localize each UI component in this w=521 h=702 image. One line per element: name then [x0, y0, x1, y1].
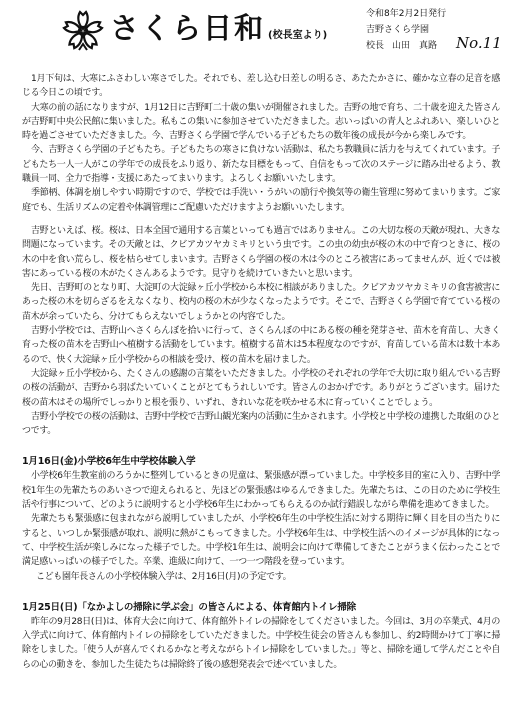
sakura-paragraph: 先日、吉野町のとなり町、大淀町の大淀緑ヶ丘小学校から本校に相談がありました。クビアカツヤカミキリの食害被害にあった桜の木を切らざるをえなくなり、校内の桜の木が少なくなったようです。そこで、吉野さくら学園で育てている桜の苗木が余っていたら、分けてもらえないでしょうかとの内容でした。	[22, 283, 500, 322]
issue-date: 令和8年2月2日発行	[366, 9, 447, 19]
newsletter-subtitle: (校長室より)	[268, 30, 328, 41]
sakura-paragraph: 吉野といえば、桜。桜は、日本全国で通用する言葉といっても過言ではありません。この大切な桜の天敵が現れ、大きな問題になっています。その天敵とは、クビアカツヤカミキリという虫です。この虫の幼虫が桜の木の中で育つときに、桜の木の中を食い荒らし、桜を枯らせてしまいます。吉野さくら学園の桜の木は今のところ被害にあってませんが、近くでは被害にあっている桜の木がたくさんあるようです。見守りを続けていきたいと思います。	[22, 225, 500, 279]
newsletter-title: さくら日和	[110, 11, 266, 45]
spacer	[22, 215, 500, 224]
intro-paragraph: 季節柄、体調を崩しやすい時期ですので、学校では手洗い・うがいの励行や換気等の衛生管理に努めてまいります。ご家庭でも、生活リズムの定着や体調管理にご配慮いただけますようお願いいたします。	[22, 188, 500, 213]
intro-paragraph: 1月下旬は、大寒にふさわしい寒さでした。それでも、差し込む日差しの明るさ、あたたかさに、確かな立春の足音を感じる今日この頃です。	[22, 74, 500, 99]
sakura-crest-icon	[60, 8, 106, 54]
school-name: 吉野さくら学園	[366, 25, 430, 35]
trial-entry-paragraph: こども園年長さんの小学校体験入学は、2月16日(月)の予定です。	[36, 571, 292, 582]
spacer	[22, 584, 500, 601]
section-heading-toilet-cleaning: 1月25日(日)「なかよしの掃除に学ぶ会」の皆さんによる、体育館内トイレ掃除	[22, 601, 356, 613]
spacer	[22, 438, 500, 455]
issue-number: No.11	[456, 34, 502, 52]
sakura-paragraph: 大淀緑ヶ丘小学校から、たくさんの感謝の言葉をいただきました。小学校のそれぞれの学年で大切に取り組んでいる吉野の桜の活動が、吉野から羽ばたいていくことがとてもうれしいです。皆さんのおかげです。ありがとうございます。届けた桜の苗木はその場所でしっかりと根を張り、いずれ、きれいな花を咲かせる木に育っていくことでしょう。	[22, 368, 500, 408]
principal-name: 山田 真路	[392, 41, 438, 51]
intro-paragraph: 今、吉野さくら学園の子どもたち。子どもたちの寒さに負けない活動は、私たち教職員に活力を与えてくれています。子どもたち一人一人がこの学年での成長をふり返り、新たな目標をもって、自信をもって次のステージに踏み出せるよう、教職員一同、全力で指導・支援にあたってまいります。よろしくお願いいたします。	[22, 145, 500, 185]
principal-line	[366, 38, 446, 54]
section-heading-trial-entry: 1月16日(金)小学校6年生中学校体験入学	[22, 456, 196, 468]
newsletter-body	[22, 72, 500, 672]
intro-paragraph: 大寒の前の話になりますが、1月12日に吉野町二十歳の集いが開催されました。吉野の地で育ち、二十歳を迎えた皆さんが吉野町中央公民館に集いました。私もこの集いに参加させていただきました。志いっぱいの青人とふれあい、楽しいひと時を過ごさせていただきました。今、吉野さくら学園で学んでいる子どもたちの数年後の成長が今から楽しみです。	[22, 102, 500, 142]
sakura-paragraph: 吉野小学校での桜の活動は、吉野中学校で吉野山観光案内の活動に生かされます。小学校と中学校の連携した取組のひとつです。	[22, 411, 500, 437]
trial-entry-paragraph: 先輩たちも緊張感に包まれながら説明していましたが、小学校6年生の中学校生活に対する期待に輝く目を目の当たりにすると、いつしか緊張感が取れ、説明に熱がこもってきました。小学校6年生は、中学校生活へのイメージが具体的になって、中学校生活が楽しみになった様子でした。中学校1年生は、説明会に向けて準備してきたことがうまく伝わったことで満足感いっぱいの様子でした。卒業、進級に向けて、一つ一つ階段を登っています。	[22, 514, 500, 568]
newsletter-header	[0, 0, 521, 70]
toilet-cleaning-paragraph: 昨年の9月28日(日)は、体育大会に向けて、体育館外トイレの掃除をしてくださいました。今回は、3月の卒業式、4月の入学式に向けて、体育館内トイレの掃除をしていただきました。中学校生徒会の皆さんも参加し、約2時間かけて丁寧に掃除をしました。「使う人が喜んでくれるかなと考えながらトイレ掃除をしていました。」等と、掃除を通して学んだことや自らの心の動きを、参加した生徒たちは掃除終了後の感想発表会で述べていました。	[22, 616, 500, 670]
trial-entry-paragraph: 小学校6年生教室前のろうかに整列しているときの児童は、緊張感が漂っていました。中学校多目的室に入り、吉野中学校1年生の先輩たちのあいさつで迎えられると、先ほどの緊張感はゆるんできました。先輩たちは、この日のために学校生活や行事について、どのように説明すると小学校6年生にわかってもらえるのか試行錯誤しながら準備を進めてきました。	[22, 471, 500, 511]
principal-title: 校長	[366, 41, 385, 51]
issue-meta	[366, 6, 446, 54]
sakura-paragraph: 吉野小学校では、吉野山へさくらんぼを拾いに行って、さくらんぼの中にある桜の種を発芽させ、苗木を育苗し、大きく育った桜の苗木を吉野山へ植樹する活動をしています。植樹する苗木は5本程度なのですが、育苗している苗木は数十本あるので、快く大淀緑ヶ丘小学校からの相談を受け、桜の苗木を届けました。	[22, 326, 500, 365]
